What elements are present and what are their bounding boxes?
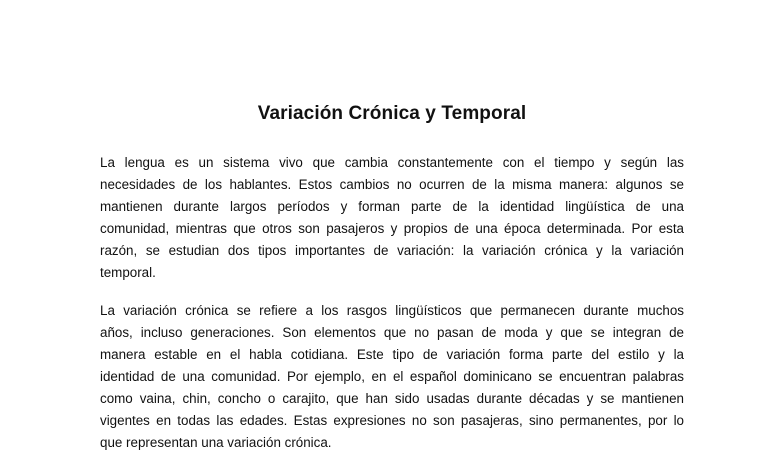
paragraph-line: vigentes en todas las edades. Estas expresiones no son pasajeras, sino permanentes, por lo	[100, 413, 684, 428]
paragraph-line: comunidad, mientras que otros son pasajeros y propios de una época determinada. Por esta	[100, 221, 684, 236]
paragraph-line: que representan una variación crónica.	[100, 435, 332, 450]
paragraph-2	[100, 300, 684, 454]
paragraph-line: manera estable en el habla cotidiana. Este tipo de variación forma parte del estilo y la	[100, 347, 684, 362]
paragraph-line: La variación crónica se refiere a los rasgos lingüísticos que permanecen durante muchos	[100, 303, 684, 318]
paragraph-line: mantienen durante largos períodos y forman parte de la identidad lingüística de una	[100, 199, 684, 214]
paragraph-line: temporal.	[100, 265, 156, 280]
paragraph-line: razón, se estudian dos tipos importantes de variación: la variación crónica y la variación	[100, 243, 684, 258]
document-title: Variación Crónica y Temporal	[257, 103, 527, 124]
paragraph-line: identidad de una comunidad. Por ejemplo, en el español dominicano se encuentran palabras	[100, 369, 684, 384]
paragraph-line: años, incluso generaciones. Son elementos que no pasan de moda y que se integran de	[100, 325, 684, 340]
paragraph-line: La lengua es un sistema vivo que cambia constantemente con el tiempo y según las	[100, 155, 684, 170]
paragraph-line: necesidades de los hablantes. Estos cambios no ocurren de la misma manera: algunos se	[100, 177, 684, 192]
paragraph-1	[100, 152, 684, 284]
paragraph-line: como vaina, chin, concho o carajito, que han sido usadas durante décadas y se mantienen	[100, 391, 684, 406]
